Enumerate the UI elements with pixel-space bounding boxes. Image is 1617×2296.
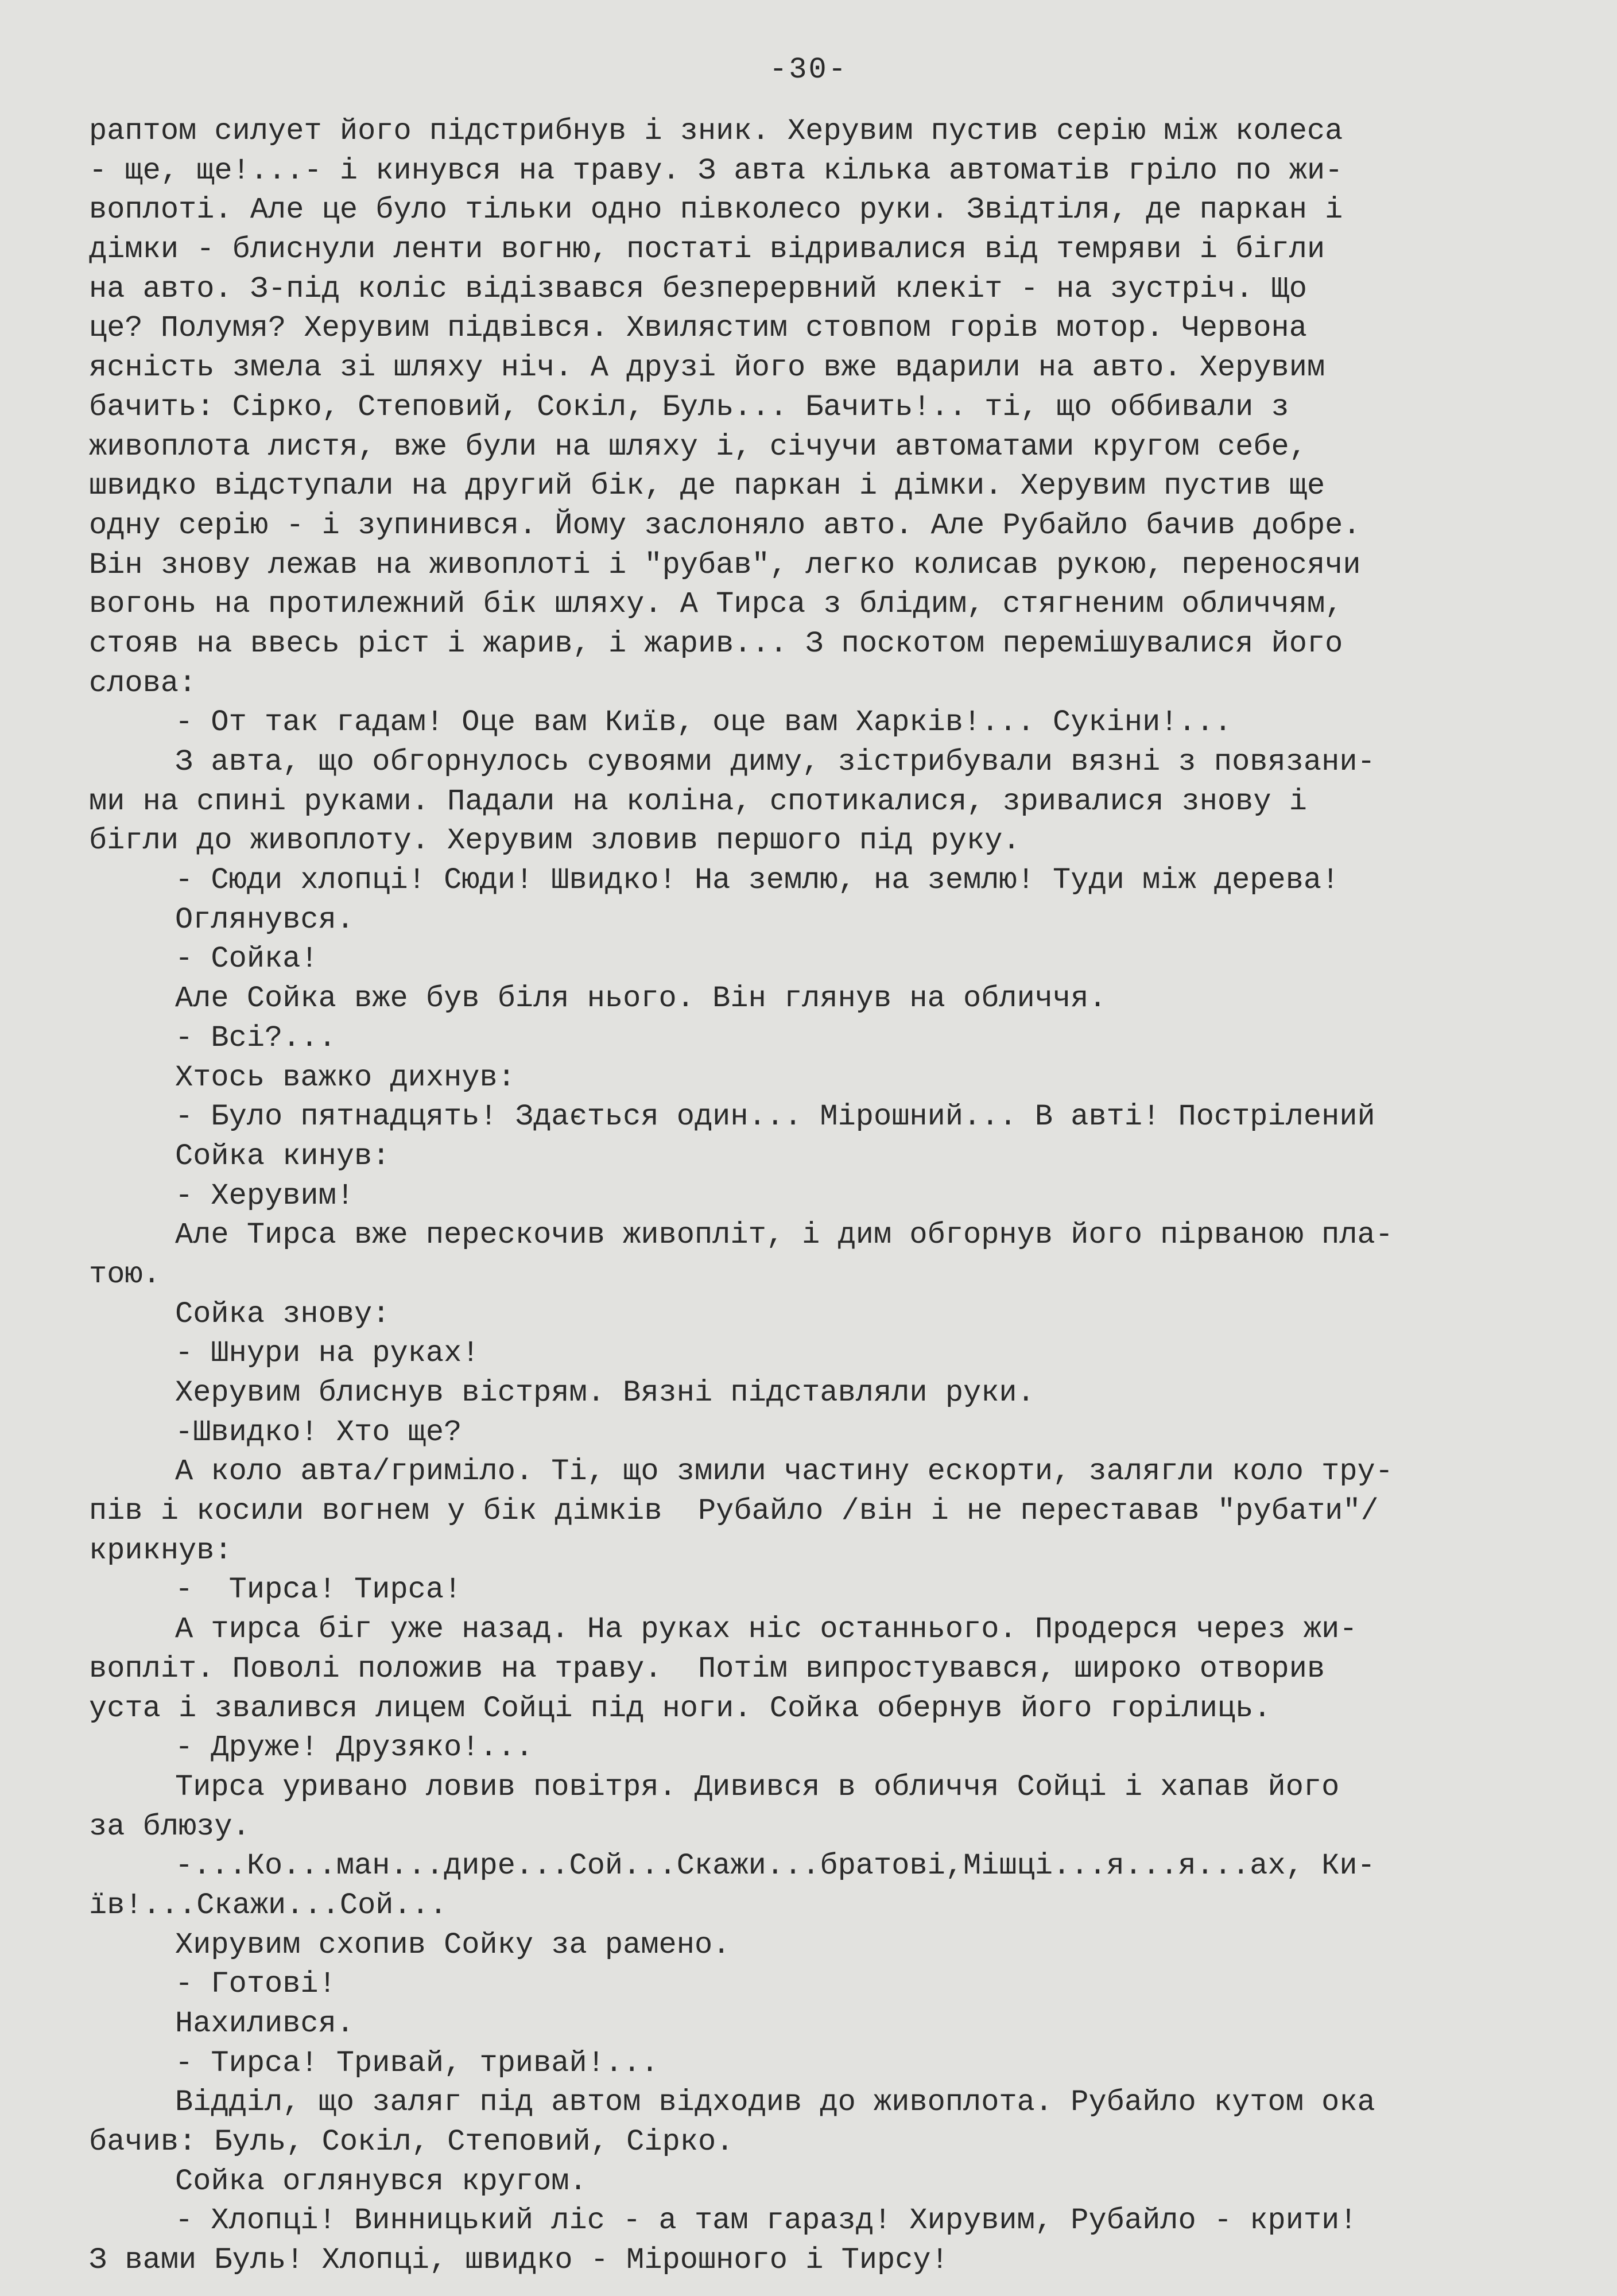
text-line: - Всі?... [175, 1021, 336, 1055]
text-line: Але Тирса вже перескочив живопліт, і дим обгорнув його пірваною пла- [175, 1218, 1393, 1252]
text-line: живоплота листя, вже були на шляху і, січучи автоматами кругом себе, [89, 429, 1307, 464]
text-line: швидко відступали на другий бік, де паркан і дімки. Херувим пустив ще [89, 469, 1325, 503]
text-line: - Сюди хлопці! Сюди! Швидко! На землю, на землю! Туди між дерева! [175, 863, 1340, 898]
text-line: пів і косили вогнем у бік дімків Рубайло /він і не переставав "рубати"/ [89, 1494, 1379, 1529]
text-line: - Херувим! [175, 1178, 355, 1213]
text-line: -Швидко! Хто ще? [175, 1415, 462, 1449]
text-line: ясність змела зі шляху ніч. А друзі його вже вдарили на авто. Херувим [89, 351, 1325, 385]
text-line: крикнув: [89, 1533, 232, 1568]
text-line: Сойка кинув: [175, 1139, 390, 1173]
text-line: А коло авта/гриміло. Ті, що змили частину ескорти, залягли коло тру- [175, 1455, 1393, 1489]
text-line: бачить: Сірко, Степовий, Сокіл, Буль... Бачить!.. ті, що оббивали з [89, 390, 1289, 424]
text-line: їв!...Скажи...Сой... [89, 1888, 448, 1922]
text-line: Нахилився. [175, 2007, 355, 2041]
text-line: уста і звалився лицем Сойці під ноги. Сойка обернув його горілиць. [89, 1691, 1271, 1725]
text-line: слова: [89, 666, 197, 700]
text-line: вогонь на протилежний бік шляху. А Тирса з блідим, стягненим обличчям, [89, 587, 1343, 622]
text-line: З авта, що обгорнулось сувоями диму, зістрибували вязні з повязани- [175, 745, 1375, 779]
text-line: - Шнури на руках! [175, 1336, 480, 1371]
text-line: Але Сойка вже був біля нього. Він глянув на обличчя. [175, 982, 1107, 1016]
page-number: -30- [769, 53, 848, 87]
text-line: вопліт. Поволі положив на траву. Потім випростувався, широко отворив [89, 1651, 1325, 1686]
text-line: Він знову лежав на живоплоті і "рубав", легко колисав рукою, переносячи [89, 548, 1361, 582]
text-line: - Було пятнадцять! Здається один... Мірошний... В авті! Пострілений [175, 1100, 1375, 1134]
text-line: дімки - блиснули ленти вогню, постаті відривалися від темряви і бігли [89, 232, 1325, 267]
text-line: З вами Буль! Хлопці, швидко - Мірошного і Тирсу! [89, 2243, 949, 2278]
text-line: -...Ко...ман...дире...Сой...Скажи...братові,Мішці...я...я...ах, Ки- [175, 1849, 1375, 1883]
text-line: раптом силует його підстрибнув і зник. Херувим пустив серію між колеса [89, 114, 1343, 148]
text-line: Тирса уривано ловив повітря. Дивився в обличчя Сойці і хапав його [175, 1770, 1340, 1804]
text-line: - Друже! Друзяко!... [175, 1731, 534, 1765]
text-line: бачив: Буль, Сокіл, Степовий, Сірко. [89, 2125, 734, 2159]
text-line: за блюзу. [89, 1809, 250, 1844]
text-line: - Тирса! Тривай, тривай!... [175, 2046, 659, 2080]
text-line: Відділ, що заляг під автом відходив до живоплота. Рубайло кутом ока [175, 2085, 1375, 2120]
text-line: воплоті. Але це було тільки одно півколесо руки. Звідтіля, де паркан і [89, 193, 1343, 227]
text-line: - Готові! [175, 1967, 336, 2002]
body-text [89, 112, 1558, 2281]
text-line: - Сойка! [175, 942, 319, 976]
text-line: Сойка знову: [175, 1297, 390, 1331]
text-line: Херувим блиснув вістрям. Вязні підставляли руки. [175, 1376, 1035, 1410]
text-line: А тирса біг уже назад. На руках ніс останнього. Продерся через жи- [175, 1612, 1358, 1647]
text-line: це? Полумя? Херувим підвівся. Хвилястим стовпом горів мотор. Червона [89, 311, 1307, 346]
text-line: Хирувим схопив Сойку за рамено. [175, 1927, 731, 1962]
text-line: тою. [89, 1257, 161, 1292]
text-line: бігли до живоплоту. Херувим зловив першого під руку. [89, 824, 1021, 858]
text-line: ми на спині руками. Падали на коліна, спотикалися, зривалися знову і [89, 784, 1307, 819]
text-line: стояв на ввесь ріст і жарив, і жарив... З поскотом перемішувалися його [89, 626, 1343, 661]
text-line: на авто. З-під коліс відізвався безперервний клекіт - на зустріч. Що [89, 272, 1307, 306]
text-line: Сойка оглянувся кругом. [175, 2164, 587, 2198]
text-line: - Хлопці! Винницький ліс - а там гаразд! Хирувим, Рубайло - крити! [175, 2204, 1358, 2238]
text-line: - ще, ще!...- і кинувся на траву. З авта кілька автоматів гріло по жи- [89, 153, 1343, 188]
text-line: одну серію - і зупинився. Йому заслоняло авто. Але Рубайло бачив добре. [89, 508, 1361, 542]
text-line: Хтось важко дихнув: [175, 1060, 515, 1095]
text-line: Оглянувся. [175, 902, 355, 937]
text-line: - Тирса! Тирса! [175, 1573, 462, 1607]
text-line: - От так гадам! Оце вам Київ, оце вам Харків!... Сукіни!... [175, 705, 1232, 740]
